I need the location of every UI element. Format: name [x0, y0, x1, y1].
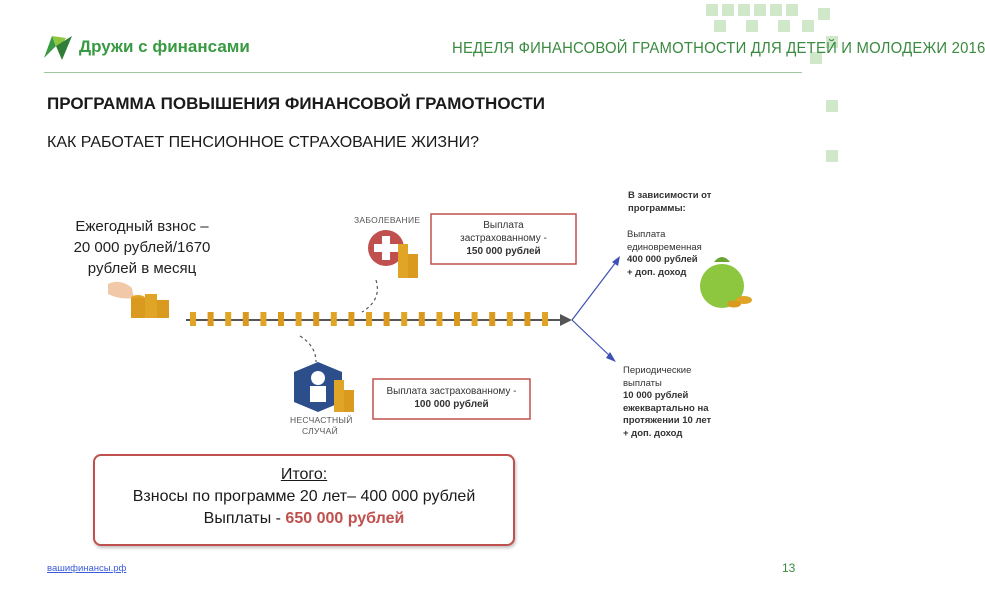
coin-stack-icon — [524, 312, 530, 326]
coin-stack-icon — [419, 312, 425, 326]
lump-line: + доп. доход — [627, 266, 687, 278]
hand-coins-icon — [108, 282, 169, 318]
question-title: КАК РАБОТАЕТ ПЕНСИОННОЕ СТРАХОВАНИЕ ЖИЗНИ? — [47, 134, 480, 151]
lump-sum-arrow — [572, 256, 620, 320]
periodic-arrow — [572, 320, 616, 362]
accident-person-icon — [294, 362, 354, 412]
note-line: программы: — [628, 202, 686, 214]
coin-stack-icon — [436, 312, 442, 326]
accident-caption — [290, 415, 353, 437]
total-contributions: Взносы по программе 20 лет– 400 000 рублей — [132, 488, 476, 505]
lump-sum-text — [627, 229, 702, 279]
week-title: НЕДЕЛЯ ФИНАНСОВОЙ ГРАМОТНОСТИ ДЛЯ ДЕТЕЙ И МОЛОДЕЖИ 2016 — [452, 40, 985, 57]
illness-connector — [362, 280, 377, 312]
depends-note — [628, 190, 711, 215]
total-payouts — [95, 508, 513, 530]
periodic-line: ежеквартально на — [623, 402, 709, 414]
periodic-line: выплаты — [623, 377, 662, 389]
coin-stack-icon — [225, 312, 231, 326]
accident-payout-text — [373, 385, 530, 411]
coin-stack-icon — [278, 312, 284, 326]
coin-stack-icon — [401, 312, 407, 326]
payout-line: застрахованному - — [460, 233, 547, 244]
caption-line: НЕСЧАСТНЫЙ — [290, 415, 353, 425]
coin-stack-icon — [296, 312, 302, 326]
payouts-label: Выплаты - — [203, 510, 281, 527]
coin-stack-icon — [507, 312, 513, 326]
coin-stack-icon — [454, 312, 460, 326]
footer-site-link[interactable]: вашифинансы.рф — [47, 563, 127, 574]
money-bag-icon — [700, 257, 752, 308]
medical-cross-icon — [368, 230, 418, 278]
accident-connector — [300, 336, 316, 362]
periodic-line: протяжении 10 лет — [623, 415, 712, 426]
total-summary-box — [93, 454, 515, 546]
logo-text: Дружи с финансами — [79, 37, 250, 56]
coin-stack-icon — [243, 312, 249, 326]
payout-amount: 100 000 рублей — [414, 399, 489, 410]
periodic-line: Периодические — [623, 365, 692, 376]
periodic-line: + доп. доход — [623, 427, 683, 439]
coin-stack-icon — [331, 312, 337, 326]
lump-amount: 400 000 рублей — [627, 254, 698, 265]
illness-caption: ЗАБОЛЕВАНИЕ — [354, 215, 421, 225]
fee-line: 20 000 рублей/1670 — [73, 239, 211, 256]
coin-stack-icon — [542, 312, 548, 326]
timeline-coins — [190, 312, 548, 326]
coin-stack-icon — [384, 312, 390, 326]
coin-stack-icon — [489, 312, 495, 326]
coin-stack-icon — [472, 312, 478, 326]
coin-stack-icon — [313, 312, 319, 326]
fee-line: рублей в месяц — [87, 260, 197, 277]
coin-stack-icon — [348, 312, 354, 326]
payout-amount: 150 000 рублей — [466, 246, 541, 257]
lump-line: единовременная — [627, 241, 702, 253]
payout-line: Выплата — [483, 220, 524, 231]
lump-line: Выплата — [627, 229, 666, 240]
coin-stack-icon — [260, 312, 266, 326]
annual-fee-text — [52, 216, 232, 279]
total-heading: Итого: — [280, 466, 328, 483]
periodic-amount: 10 000 рублей — [623, 390, 689, 401]
coin-stack-icon — [208, 312, 214, 326]
coin-stack-icon — [366, 312, 372, 326]
illness-payout-text — [431, 219, 576, 258]
periodic-text — [623, 365, 711, 440]
note-line: В зависимости от — [628, 190, 712, 201]
corner-pattern-icon — [706, 4, 838, 162]
header-divider — [44, 72, 802, 73]
logo-icon — [44, 36, 72, 60]
page-number: 13 — [782, 561, 796, 575]
payouts-value: 650 000 рублей — [285, 510, 405, 527]
fee-line: Ежегодный взнос – — [75, 218, 209, 235]
payout-line: Выплата застрахованному - — [386, 386, 517, 397]
coin-stack-icon — [190, 312, 196, 326]
caption-line: СЛУЧАЙ — [301, 426, 339, 436]
program-title: ПРОГРАММА ПОВЫШЕНИЯ ФИНАНСОВОЙ ГРАМОТНОСТИ — [47, 94, 545, 113]
